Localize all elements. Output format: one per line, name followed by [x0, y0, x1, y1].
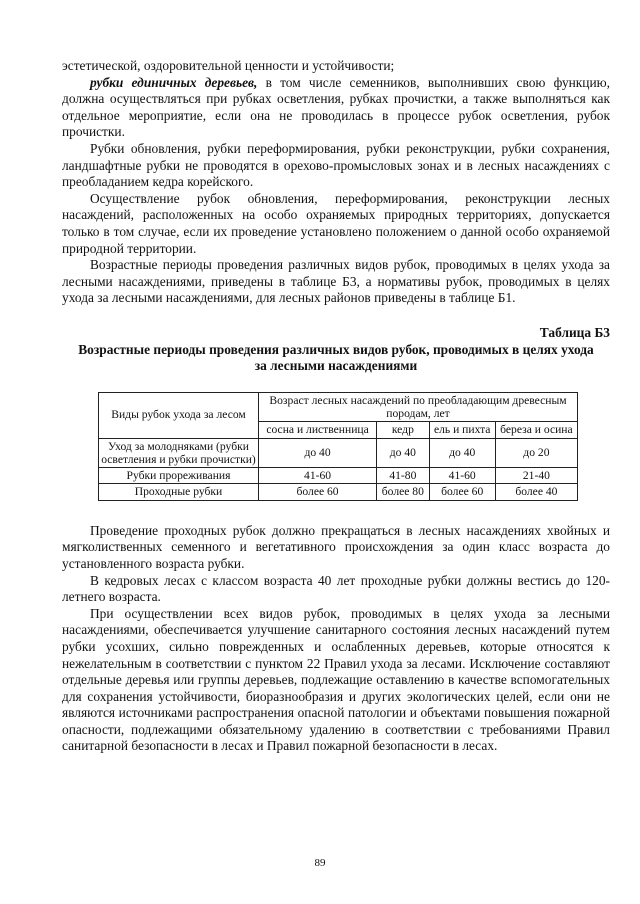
table-cell: более 40	[495, 484, 577, 500]
header-column: кедр	[377, 422, 430, 438]
outro-paragraph-3: При осуществлении всех видов рубок, проводимых в целях ухода за лесными насаждениями, обеспечивается улучшение санитарного состояния лесных насаждений путем рубки усохших, сильно поврежденных и ослабленных деревьев, которые относятся к нежелательным в соответствии с пунктом 22 Правил ухода за лесами. Исключение составляют отдельные деревья или группы деревьев, подлежащие оставлению в качестве вспомогательных для сохранения устойчивости, биоразнообразия и других экологических целей, если они не являются источниками распространения опасной патологии и объектами повышения пожарной опасности, подлежащими обязательному удалению в соответствии с требованиями Правил санитарной безопасности в лесах и Правил пожарной безопасности в лесах.	[62, 605, 610, 754]
outro-section	[62, 523, 610, 755]
header-column: береза и осина	[495, 422, 577, 438]
document-page	[62, 58, 610, 755]
header-column: сосна и лиственница	[259, 422, 377, 438]
table-cell: до 40	[259, 438, 377, 468]
table-caption: Возрастные периоды проведения различных видов рубок, проводимых в целях ухода за лесными насаждениями	[78, 341, 594, 374]
table-cell: до 40	[377, 438, 430, 468]
table-cell: 41-60	[259, 468, 377, 484]
intro-paragraph-4: Возрастные периоды проведения различных видов рубок, проводимых в целях ухода за лесными насаждениями, приведены в таблице Б3, а нормативы рубок, проводимых в целях ухода за лесными насаждениями, для лесных районов приведены в таблице Б1.	[62, 257, 610, 306]
table-cell: более 80	[377, 484, 430, 500]
table-cell: более 60	[259, 484, 377, 500]
table-cell: более 60	[429, 484, 495, 500]
table-row	[99, 438, 578, 468]
table-cell: 41-60	[429, 468, 495, 484]
header-age-group: Возраст лесных насаждений по преобладающим древесным породам, лет	[259, 392, 578, 422]
outro-paragraph-1: Проведение проходных рубок должно прекращаться в лесных насаждениях хвойных и мягколиственных семенного и вегетативного происхождения за один класс возраста до установленного возраста рубки.	[62, 522, 610, 571]
intro-line1: эстетической, оздоровительной ценности и устойчивости;	[62, 58, 395, 73]
table-cell: 21-40	[495, 468, 577, 484]
single-tree-text: в том числе семенников, выполнивших свою функцию, должна осуществляться при рубках осветления, рубках прочистки, а также выполняться как отдельное мероприятие, если она не проводилась в процессе рубок осветления, рубок прочистки.	[62, 74, 610, 140]
single-tree-term: рубки единичных деревьев,	[90, 74, 258, 90]
intro-single-tree-paragraph	[62, 75, 610, 141]
table-row	[99, 468, 578, 484]
intro-paragraph-3: Осуществление рубок обновления, переформирования, реконструкции лесных насаждений, расположенных на особо охраняемых природных территориях, допускается только в том случае, если их проведение установлено положением о данной особо охраняемой природной территории.	[62, 190, 610, 256]
page-number: 89	[314, 857, 326, 869]
header-cutting-types: Виды рубок ухода за лесом	[99, 392, 259, 438]
outro-paragraph-2: В кедровых лесах с классом возраста 40 лет проходные рубки должны вестись до 120-летнего возраста.	[62, 572, 610, 605]
age-periods-table	[98, 392, 578, 501]
intro-paragraph-2: Рубки обновления, рубки переформирования, рубки реконструкции, рубки сохранения, ландшафтные рубки не проводятся в орехово-промысловых зонах и в лесных насаждениях с преобладанием кедра корейского.	[62, 140, 610, 190]
table-cell: до 20	[495, 438, 577, 468]
table-cell: 41-80	[377, 468, 430, 484]
row-name: Уход за молодняками (рубки осветления и рубки прочистки)	[99, 438, 259, 468]
table-label: Таблица Б3	[539, 324, 610, 340]
row-name: Рубки прореживания	[99, 468, 259, 484]
row-name: Проходные рубки	[99, 484, 259, 500]
table-cell: до 40	[429, 438, 495, 468]
header-column: ель и пихта	[429, 422, 495, 438]
table-row	[99, 484, 578, 500]
table-header-row	[99, 392, 578, 422]
